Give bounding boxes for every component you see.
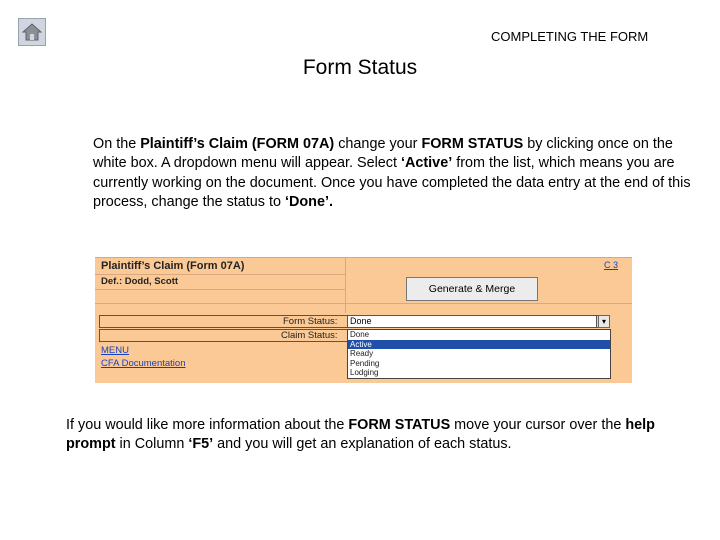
dropdown-option-pending[interactable]: Pending (350, 358, 380, 368)
column-reference: ‘F5’ (188, 436, 214, 453)
dropdown-option-ready[interactable]: Ready (350, 349, 374, 358)
help-prompt-term: help prompt (66, 417, 655, 453)
help-paragraph (66, 416, 706, 455)
text: change your (334, 136, 422, 152)
text: If you would like more information about the (66, 417, 349, 433)
status-dropdown-list (347, 329, 611, 379)
form-status-select[interactable]: Done (347, 315, 597, 328)
dropdown-option-lodging[interactable]: Lodging (350, 368, 379, 377)
text: by clicking once on the white box. A dropdown menu will appear. Select (93, 136, 673, 172)
dropdown-option-done[interactable]: Done (350, 330, 370, 339)
spreadsheet-screenshot (95, 257, 632, 383)
option-active: ‘Active’ (401, 155, 453, 172)
text: On the (93, 136, 141, 152)
form-name: Plaintiff’s Claim (FORM 07A) (140, 136, 335, 152)
page-title: Form Status (302, 56, 418, 79)
field-name: FORM STATUS (421, 136, 524, 152)
dropdown-option-active[interactable]: Active (348, 340, 610, 350)
text: and you will get an explanation of each status. (213, 436, 512, 453)
instruction-paragraph (93, 135, 705, 212)
text: move your cursor over the (450, 417, 626, 433)
text: from the list, which means you are currently working on the document. Once you have completed the data entry at the end of this process, change the status to (93, 155, 691, 210)
field-name: FORM STATUS (348, 417, 451, 433)
option-done: ‘Done’. (285, 193, 333, 210)
section-header: COMPLETING THE FORM (491, 29, 649, 44)
chevron-down-icon[interactable]: ▾ (598, 315, 610, 328)
menu-link[interactable]: MENU (101, 345, 129, 356)
text: in Column (115, 436, 189, 453)
documentation-link[interactable]: CFA Documentation (101, 358, 186, 369)
form-title: Plaintiff’s Claim (Form 07A) (101, 260, 245, 272)
defendant-label: Def.: Dodd, Scott (101, 276, 179, 287)
home-icon (22, 22, 42, 42)
home-button[interactable] (18, 18, 46, 46)
form-status-label: Form Status: (283, 316, 338, 327)
generate-merge-button[interactable]: Generate & Merge (406, 277, 538, 301)
corner-link[interactable]: C 3 (604, 260, 619, 270)
claim-status-label: Claim Status: (281, 330, 338, 341)
